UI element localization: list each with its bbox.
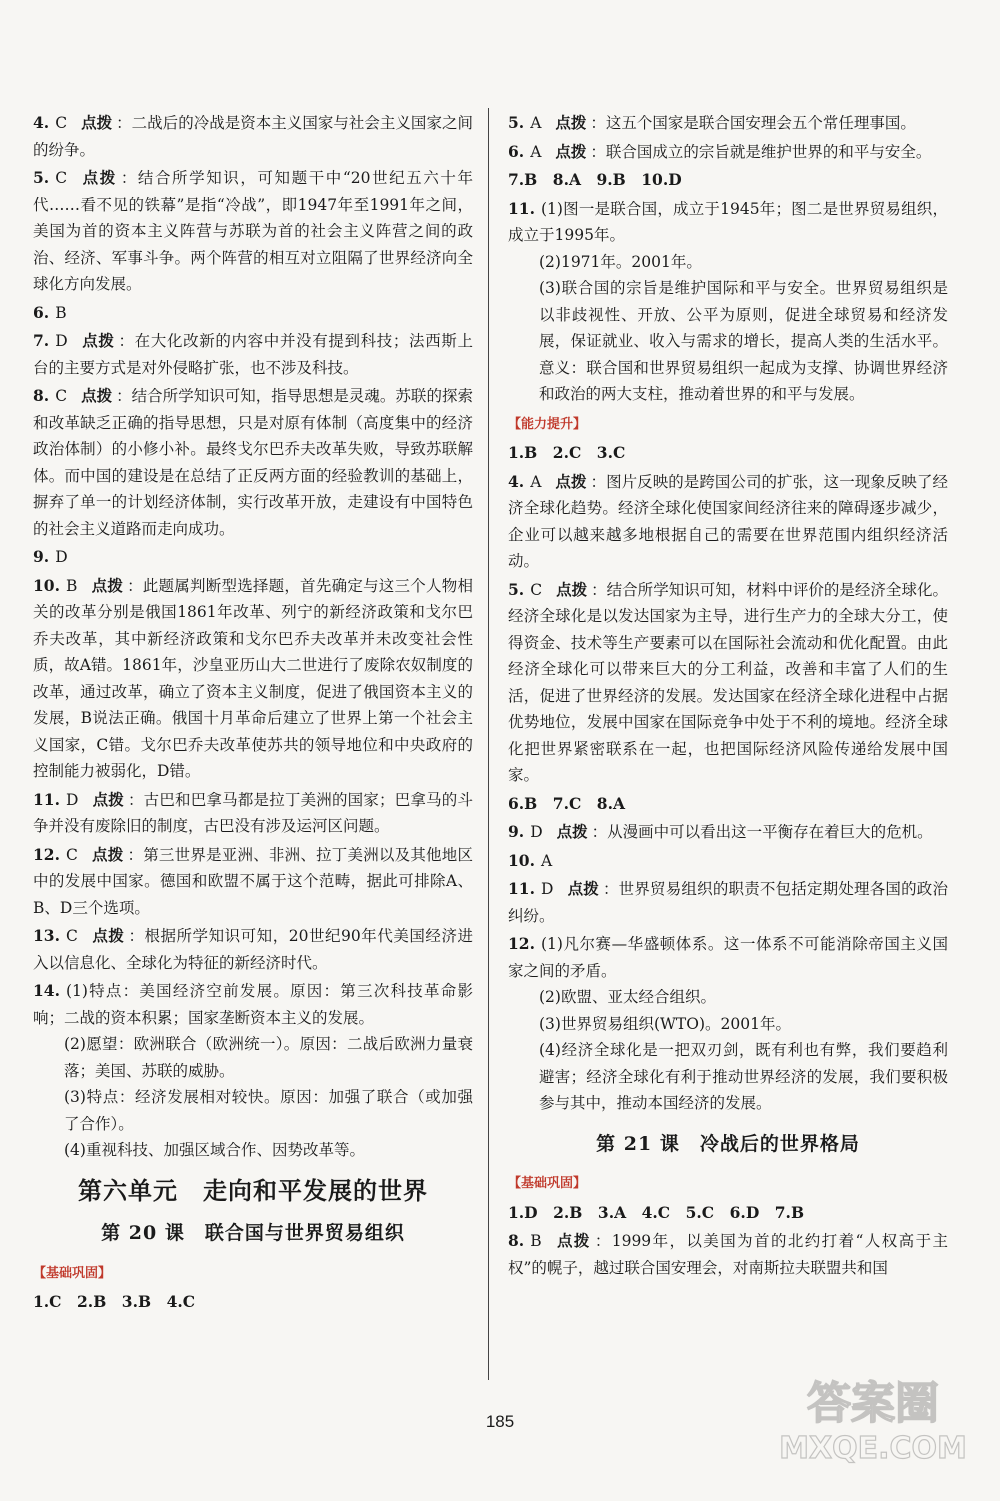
answer-list: 1.B 2.C 3.C (508, 443, 626, 462)
answer-text: ：世界贸易组织的职责不包括定期处理各国的政治纠纷。 (508, 880, 948, 925)
hint-keyword: 点拨 (556, 579, 588, 599)
answer-item (508, 110, 948, 137)
answer-letter: C (55, 114, 68, 132)
hint-keyword: 点拨 (556, 822, 588, 841)
column-divider (488, 108, 489, 1380)
hint-keyword: 点拨 (555, 1231, 591, 1250)
section-tag-row (33, 1257, 473, 1290)
answer-letter: C (65, 845, 78, 864)
answer-item (508, 848, 948, 875)
answer-text: ：从漫画中可以看出这一平衡存在着巨大的危机。 (591, 823, 933, 841)
answer-number: 4. (508, 471, 525, 491)
answer-letter: C (530, 580, 543, 599)
answer-number: 9. (508, 822, 525, 841)
hint-keyword: 点拨 (555, 113, 587, 132)
answer-text: (1)图一是联合国，成立于1945年；图二是世界贸易组织，成立于1995年。 (508, 199, 948, 244)
answer-letter: D (55, 332, 68, 350)
answer-item (508, 139, 948, 166)
sub-answer: (3)联合国的宗旨是维护国际和平与安全。世界贸易组织是以非歧视性、开放、公平为原则，促进全球贸易和经济发展，保证就业、收入与需求的增长，提高人类的生活水平。意义：联合国和世界贸易组织一起成为支撑、协调世界经济和政治的两大支柱，推动着世界的和平与发展。 (539, 279, 948, 403)
answer-item (508, 931, 948, 984)
answer-number: 8. (33, 386, 50, 405)
answer-text: (1)特点：美国经济空前发展。原因：第三次科技革命影响；二战的资本积累；国家垄断资本主义的发展。 (33, 982, 473, 1027)
answer-letter: D (65, 790, 79, 809)
answer-text: ：古巴和巴拿马都是拉丁美洲的国家；巴拿马的斗争并没有废除旧的制度，古巴没有涉及运河区问题。 (33, 790, 473, 835)
answer-number: 9. (33, 547, 50, 566)
answer-text: ：此题属判断型选择题，首先确定与这三个人物相关的改革分别是俄国1861年改革、列宁的新经济政策和戈尔巴乔夫改革，其中新经济政策和戈尔巴乔夫改革并未改变社会性质，故A错。1861年，沙皇亚历山大二世进行了废除农奴制度的改革，通过改革，确立了资本主义制度，促进了俄国资本主义的发展，B说法正确。俄国十月革命后建立了世界上第一个社会主义国家，C错。戈尔巴乔夫改革使苏共的领导地位和中央政府的控制能力被弱化，D错。 (33, 576, 473, 780)
answer-number: 12. (33, 844, 60, 864)
sub-answer: (4)重视科技、加强区域合作、因势改革等。 (64, 1141, 365, 1159)
answer-item (508, 196, 948, 249)
answer-list: 1.D 2.B 3.A 4.C 5.C 6.D 7.B (508, 1202, 805, 1222)
answer-number: 4. (33, 113, 50, 132)
hint-keyword: 点拨 (567, 879, 599, 898)
right-column (508, 110, 948, 1281)
answer-text: ：1999年，以美国为首的北约打着“人权高于主权”的幌子，越过联合国安理会，对南斯拉夫联盟共和国 (508, 1232, 948, 1277)
answer-letter: B (65, 576, 78, 595)
answer-letter: B (55, 303, 67, 322)
answer-number: 8. (508, 1231, 525, 1250)
hint-keyword: 点拨 (91, 926, 125, 945)
answer-number: 7. (33, 331, 50, 350)
answer-text: ：图片反映的是跨国公司的扩张，这一现象反映了经济全球化趋势。经济全球化使国家间经济往来的障碍逐步减少，企业可以越来越多地根据自己的需要在世界范围内组织经济活动。 (508, 472, 948, 570)
sub-answer: (3)世界贸易组织(WTO)。2001年。 (539, 1014, 791, 1033)
answer-text: ：这五个国家是联合国安理会五个常任理事国。 (590, 114, 916, 132)
answer-item (508, 819, 948, 846)
answer-number: 14. (33, 981, 60, 1000)
answer-number: 10. (33, 575, 60, 595)
answer-item (33, 544, 473, 571)
sub-answer: (3)特点：经济发展相对较快。原因：加强了联合（或加强了合作）。 (64, 1088, 473, 1133)
hint-keyword: 点拨 (555, 471, 587, 491)
answer-number: 5. (508, 113, 525, 132)
hint-keyword: 点拨 (81, 331, 115, 350)
unit-title: 第六单元 走向和平发展的世界 (78, 1176, 428, 1205)
answer-letter: D (540, 880, 554, 898)
answer-text: ：联合国成立的宗旨就是维护世界的和平与安全。 (590, 142, 932, 161)
answer-number: 5. (508, 579, 525, 599)
answer-number: 13. (33, 926, 60, 945)
answer-number: 5. (33, 168, 50, 187)
answer-text: ：结合所学知识，可知题干中“20世纪五六十年代……看不见的铁幕”是指“冷战”，即1947年至1991年之间，美国为首的资本主义阵营与苏联为首的社会主义阵营之间的政治、经济、军事斗争。两个阵营的相互对立阻隔了世界经济向全球化方向发展。 (33, 169, 473, 293)
answer-letter: A (530, 142, 542, 161)
answer-item (33, 842, 473, 922)
answer-letter: D (55, 548, 68, 566)
answer-text: ：结合所学知识可知，材料中评价的是经济全球化。经济全球化是以发达国家为主导，进行生产力的全球大分工，使得资金、技术等生产要素可以在国际社会流动和优化配置。由此经济全球化可以带来巨大的分工利益，改善和丰富了人们的生活，促进了世界经济的发展。发达国家在经济全球化进程中占据优势地位，发展中国家在国际竞争中处于不利的境地。经济全球化把世界紧密联系在一起，也把国际经济风险传递给发展中国家。 (508, 580, 948, 784)
answer-number: 10. (508, 850, 535, 870)
answer-item (33, 573, 473, 785)
answer-text: ：结合所学知识可知，指导思想是灵魂。苏联的探索和改革缺乏正确的指导思想，只是对原有体制（高度集中的经济政治体制）的小修小补。最终戈尔巴乔夫改革失败，导致苏联解体。而中国的建设是在总结了正反两方面的经验教训的基础上，摒弃了单一的计划经济体制，实行改革开放，走建设有中国特色的社会主义道路而走向成功。 (33, 387, 473, 538)
answer-number: 11. (508, 198, 535, 218)
hint-keyword: 点拨 (91, 844, 124, 864)
section-tag: 【基础巩固】 (33, 1265, 112, 1281)
answer-list: 7.B 8.A 9.B 10.D (508, 170, 682, 189)
hint-keyword: 点拨 (91, 575, 124, 595)
watermark-graphic (768, 1363, 978, 1473)
answer-text: ：二战后的冷战是资本主义国家与社会主义国家之间的纷争。 (33, 114, 473, 159)
left-column (33, 110, 473, 1316)
answer-number: 6. (33, 302, 50, 322)
sub-answer: (2)1971年。2001年。 (539, 252, 702, 271)
answer-item (33, 165, 473, 298)
section-tag-row (508, 408, 948, 441)
section-tag: 【基础巩固】 (508, 1176, 587, 1191)
lesson-title: 第 20 课 联合国与世界贸易组织 (101, 1222, 405, 1244)
answer-letter: A (530, 472, 542, 491)
answer-list: 1.C 2.B 3.B 4.C (33, 1292, 196, 1311)
answer-letter: C (65, 927, 78, 945)
answer-item (33, 787, 473, 840)
answer-number: 11. (33, 789, 60, 809)
answer-list: 6.B 7.C 8.A (508, 793, 626, 813)
watermark-logo (768, 1363, 978, 1473)
answer-item (33, 923, 473, 976)
page-number: 185 (485, 1412, 515, 1431)
answer-item (33, 328, 473, 381)
hint-keyword: 点拨 (81, 113, 113, 132)
answer-item (508, 577, 948, 789)
watermark-line1: 答案圈 (807, 1378, 939, 1429)
hint-keyword: 点拨 (81, 168, 117, 187)
hint-keyword: 点拨 (555, 141, 587, 161)
answer-item (33, 300, 473, 327)
answer-item (33, 110, 473, 163)
answer-item (33, 978, 473, 1031)
answer-number: 6. (508, 141, 525, 161)
watermark-line2: MXQE.COM (779, 1431, 967, 1466)
answer-number: 12. (508, 934, 535, 953)
answer-item (33, 383, 473, 542)
section-tag: 【能力提升】 (508, 416, 587, 432)
sub-answer: (2)愿望：欧洲联合（欧洲统一）。原因：二战后欧洲力量衰落；美国、苏联的威胁。 (64, 1035, 473, 1080)
lesson-title: 第 21 课 冷战后的世界格局 (596, 1132, 860, 1155)
answer-letter: A (540, 851, 553, 870)
section-tag-row (508, 1167, 948, 1200)
answer-text: ：在大化改新的内容中并没有提到科技；法西斯上台的主要方式是对外侵略扩张，也不涉及科技。 (33, 332, 473, 377)
sub-answer: (2)欧盟、亚太经合组织。 (539, 988, 716, 1006)
answer-item (508, 469, 948, 575)
hint-keyword: 点拨 (92, 789, 124, 809)
sub-answer: (4)经济全球化是一把双刃剑，既有利也有弊，我们要趋利避害；经济全球化有利于推动世界经济的发展，我们要积极参与其中，推动本国经济的发展。 (539, 1041, 948, 1112)
answer-text: (1)凡尔赛—华盛顿体系。这一体系不可能消除帝国主义国家之间的矛盾。 (508, 935, 948, 980)
answer-letter: A (530, 114, 542, 132)
answer-letter: C (55, 387, 68, 405)
answer-number: 11. (508, 879, 535, 898)
answer-letter: D (530, 823, 543, 841)
hint-keyword: 点拨 (81, 386, 113, 405)
answer-letter: B (530, 1232, 542, 1250)
answer-text: ：根据所学知识可知，20世纪90年代美国经济进入以信息化、全球化为特征的新经济时代。 (33, 927, 473, 972)
answer-item (508, 1228, 948, 1281)
answer-item (508, 876, 948, 929)
answer-letter: C (55, 169, 68, 187)
answer-text: ：第三世界是亚洲、非洲、拉丁美洲以及其他地区中的发展中国家。德国和欧盟不属于这个范畴，据此可排除A、B、D三个选项。 (33, 845, 473, 917)
